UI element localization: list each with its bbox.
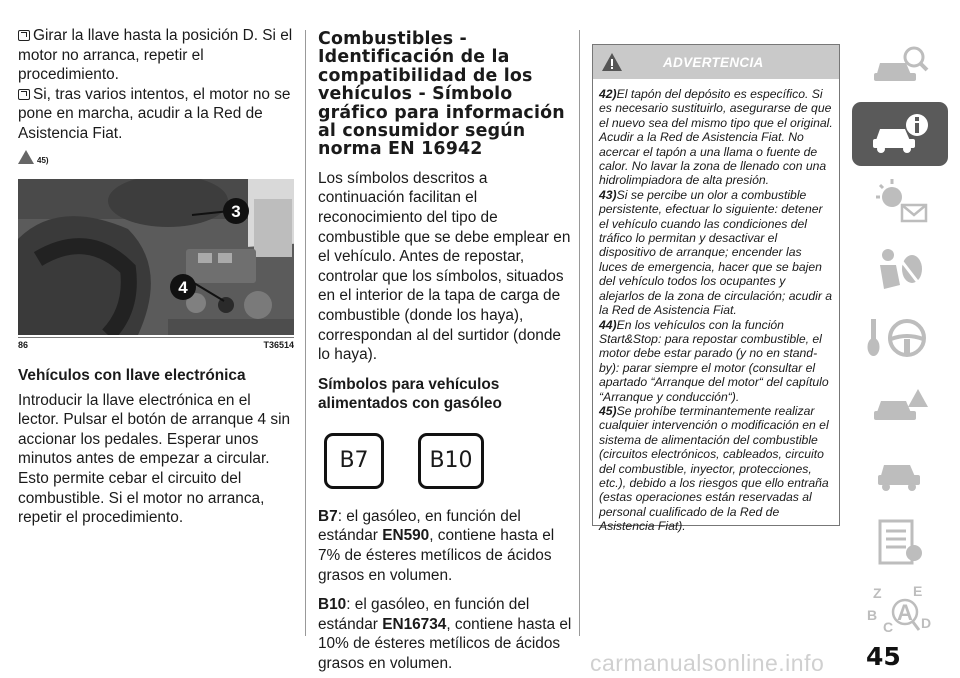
fuel-symbol-group — [324, 433, 572, 489]
list-settings-icon — [870, 517, 930, 567]
column-divider — [579, 30, 580, 636]
figure-code: T36514 — [263, 339, 294, 350]
column-left — [18, 26, 294, 528]
subheading-diesel-symbols: Símbolos para vehículos alimentados con gasóleo — [318, 375, 502, 412]
warning-box — [592, 44, 838, 534]
svg-text:B: B — [867, 607, 878, 623]
dashboard-photo — [18, 179, 294, 335]
section-title-fuels: Combustibles - Identificación de la compatibilidad de los vehículos - Símbolo gráfico para información al consumidor según norma EN 16942 — [318, 29, 565, 160]
lights-message-icon — [870, 177, 930, 227]
svg-text:E: E — [913, 583, 923, 599]
car-warning-icon — [868, 383, 932, 429]
bullet-item-1: Girar la llave hasta la posición D. Si el motor no arranca, repetir el procedimiento. — [18, 27, 293, 84]
callout-4: 4 — [178, 277, 188, 297]
airbag-person-icon — [870, 245, 930, 295]
tab-alphabet-index[interactable] — [852, 578, 948, 642]
watermark: carmanualsonline.info — [590, 650, 825, 676]
section-heading-electronic-key: Vehículos con llave electrónica — [18, 366, 246, 384]
b7-description: B7: el gasóleo, en función del estándar EN590, contiene hasta el 7% de ésteres metílicos de ácidos grasos en volumen. — [318, 507, 555, 584]
dashboard-photo-image — [18, 179, 294, 335]
tab-car-warning[interactable] — [852, 374, 948, 438]
warning-reference: 45) — [18, 150, 294, 165]
fuels-intro-paragraph: Los símbolos descritos a continuación facilitan el reconocimiento del tipo de combustible que se debe emplear en el vehículo. Antes de repostar, controlar que los símbolos, situados en el interior de la tapa de carga de combustible (donde los haya), correspondan al del surtidor (donde lo haya). — [318, 169, 571, 364]
warning-body — [593, 79, 839, 534]
warning-title: ADVERTENCIA — [663, 54, 764, 70]
svg-text:C: C — [883, 619, 894, 635]
car-service-icon — [870, 451, 930, 497]
svg-text:Z: Z — [873, 585, 882, 601]
callout-3: 3 — [231, 201, 241, 221]
tab-lights-message[interactable] — [852, 170, 948, 234]
bullet-item-2: Si, tras varios intentos, el motor no se pone en marcha, acudir a la Red de Asistencia Fiat. — [18, 85, 291, 142]
warning-item: 45)Se prohíbe terminantemente realizar cualquier intervención o modificación en el sistema de alimentación del combustible (circuitos electrónicos, cableados, circuito del combustible, inyector, protecciones, etc.), debido a los riesgos que ello entraña (estas operaciones están reservadas al personal cualificado de la Red de Asistencia Fiat). — [599, 403, 829, 534]
svg-text:D: D — [921, 615, 932, 631]
warning-triangle-icon — [18, 150, 34, 164]
car-search-icon — [870, 43, 930, 89]
warning-triangle-icon — [601, 52, 623, 72]
warning-item: 42)El tapón del depósito es específico. Si es necesario sustituirlo, asegurarse de que el nuevo sea del mismo tipo que el original. Acudir a la Red de Asistencia Fiat. No acercar el tapón a una llama o fuente de calor. No lavar la zona de llenado con una hidrolimpiadora de alta presión. — [599, 87, 833, 188]
tab-key-steering[interactable] — [852, 306, 948, 370]
car-info-icon — [867, 111, 933, 157]
column-divider — [305, 30, 306, 636]
figure-number: 86 — [18, 339, 29, 350]
alphabet-index-icon — [865, 582, 935, 638]
tab-airbag[interactable] — [852, 238, 948, 302]
fuel-symbol-b7: B7 — [324, 433, 384, 489]
tab-car-info[interactable] — [852, 102, 948, 166]
warning-header — [593, 45, 839, 79]
page-number: 45 — [866, 642, 901, 671]
warning-item: 43)Si se percibe un olor a combustible persistente, efectuar lo siguiente: detener el vehículo cuando las condiciones del tráfico lo permitan y desactivar el dispositivo de arranque; encender las luces de emergencia, hacer que se bajen del vehículo todos los ocupantes y alejarlos de la zona de circulación; acudir a la Red de Asistencia Fiat. — [599, 187, 833, 318]
b10-description: B10: el gasóleo, en función del estándar EN16734, contiene hasta el 10% de ésteres metílicos de ácidos grasos en volumen. — [318, 596, 572, 672]
tab-list-settings[interactable] — [852, 510, 948, 574]
warning-item: 44)En los vehículos con la función Start&Stop: para repostar combustible, el motor debe estar parado (y no en stand-by): parar siempre el motor (consultar el apartado “Arranque del motor“ del capítulo “Arranque y conducción“). — [599, 317, 829, 404]
fuel-symbol-b10: B10 — [418, 433, 484, 489]
checkbox-bullet-icon — [18, 89, 30, 100]
tab-car-search[interactable] — [852, 34, 948, 98]
electronic-key-paragraph: Introducir la llave electrónica en el lector. Pulsar el botón de arranque 4 sin accionar los pedales. Esperar unos minutos antes de empezar a circular. Esto permite cebar el circuito del combustible. Si el motor no arranca, repetir el procedimiento. — [18, 391, 291, 527]
checkbox-bullet-icon — [18, 30, 30, 41]
svg-text:A: A — [897, 600, 913, 625]
tab-car-service[interactable] — [852, 442, 948, 506]
key-steering-icon — [865, 313, 935, 363]
chapter-sidebar — [852, 34, 948, 646]
figure-caption — [18, 337, 294, 350]
column-middle — [318, 30, 572, 674]
